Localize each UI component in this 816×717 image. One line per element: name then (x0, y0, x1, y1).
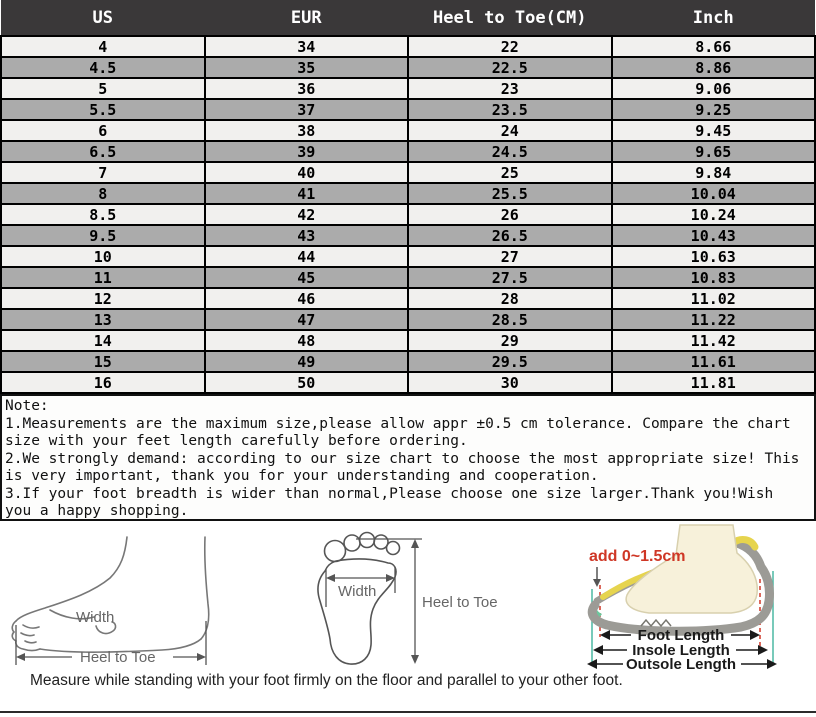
column-header-us: US (1, 0, 205, 36)
table-row (1, 162, 815, 183)
table-cell: 25 (408, 162, 612, 183)
table-cell: 9.84 (612, 162, 816, 183)
table-cell: 22.5 (408, 57, 612, 78)
table-cell: 50 (205, 372, 409, 393)
shoe-length-diagram (583, 523, 813, 693)
table-cell: 10.04 (612, 183, 816, 204)
table-cell: 9.45 (612, 120, 816, 141)
table-row (1, 225, 815, 246)
table-cell: 5 (1, 78, 205, 99)
table-row (1, 372, 815, 393)
side-width-label: Width (76, 609, 115, 626)
table-row (1, 288, 815, 309)
insole-length-label: Insole Length (632, 642, 730, 659)
table-row (1, 120, 815, 141)
note-lines (5, 416, 814, 521)
table-cell: 22 (408, 36, 612, 57)
table-cell: 11.81 (612, 372, 816, 393)
table-cell: 8.86 (612, 57, 816, 78)
table-cell: 14 (1, 330, 205, 351)
table-cell: 42 (205, 204, 409, 225)
table-row (1, 141, 815, 162)
table-row (1, 78, 815, 99)
table-cell: 37 (205, 99, 409, 120)
side-heel-to-toe-label: Heel to Toe (80, 649, 156, 666)
table-row (1, 330, 815, 351)
table-cell: 34 (205, 36, 409, 57)
add-tolerance-label: add 0~1.5cm (589, 548, 686, 565)
table-cell: 7 (1, 162, 205, 183)
size-table-body (1, 36, 815, 393)
table-cell: 11.61 (612, 351, 816, 372)
footprint-heel-to-toe-label: Heel to Toe (422, 594, 498, 611)
diagram-section (0, 521, 816, 717)
table-row (1, 204, 815, 225)
table-cell: 43 (205, 225, 409, 246)
table-cell: 28.5 (408, 309, 612, 330)
table-cell: 45 (205, 267, 409, 288)
table-cell: 10 (1, 246, 205, 267)
note-line: 1.Measurements are the maximum size,please allow appr ±0.5 cm tolerance. Compare the chart (5, 415, 791, 432)
table-row (1, 246, 815, 267)
table-cell: 13 (1, 309, 205, 330)
table-cell: 10.43 (612, 225, 816, 246)
table-cell: 48 (205, 330, 409, 351)
table-cell: 23.5 (408, 99, 612, 120)
table-row (1, 351, 815, 372)
table-cell: 47 (205, 309, 409, 330)
table-cell: 11 (1, 267, 205, 288)
table-cell: 11.42 (612, 330, 816, 351)
footprint-heel-to-toe-dimension (356, 539, 422, 664)
table-cell: 25.5 (408, 183, 612, 204)
table-cell: 27.5 (408, 267, 612, 288)
column-header-cm: Heel to Toe(CM) (408, 0, 612, 36)
note-line: size with your feet length carefully before ordering. (5, 433, 468, 449)
table-cell: 30 (408, 372, 612, 393)
table-cell: 27 (408, 246, 612, 267)
footprint-diagram (298, 527, 513, 692)
shoe-art (589, 525, 769, 631)
table-row (1, 267, 815, 288)
note-line: you a happy shopping. (5, 503, 189, 519)
table-row (1, 183, 815, 204)
foot-side-view-diagram (10, 533, 310, 678)
table-cell: 11.22 (612, 309, 816, 330)
table-cell: 29 (408, 330, 612, 351)
table-cell: 10.83 (612, 267, 816, 288)
table-cell: 6.5 (1, 141, 205, 162)
foot-side-outline (12, 537, 208, 652)
table-cell: 44 (205, 246, 409, 267)
note-line: is very important, thank you for your understanding and cooperation. (5, 468, 599, 484)
table-cell: 9.06 (612, 78, 816, 99)
table-cell: 49 (205, 351, 409, 372)
table-cell: 23 (408, 78, 612, 99)
table-cell: 9.65 (612, 141, 816, 162)
table-cell: 36 (205, 78, 409, 99)
table-cell: 46 (205, 288, 409, 309)
table-cell: 5.5 (1, 99, 205, 120)
table-cell: 12 (1, 288, 205, 309)
table-cell: 16 (1, 372, 205, 393)
table-cell: 39 (205, 141, 409, 162)
table-cell: 10.24 (612, 204, 816, 225)
bottom-divider (0, 711, 816, 713)
foot-length-label: Foot Length (637, 627, 725, 644)
table-cell: 28 (408, 288, 612, 309)
note-title: Note: (5, 398, 49, 414)
column-header-eur: EUR (205, 0, 409, 36)
table-cell: 4.5 (1, 57, 205, 78)
note-line: 2.We strongly demand: according to our size chart to choose the most appropriate size! This (5, 450, 800, 467)
note-box (0, 394, 816, 521)
table-row (1, 36, 815, 57)
table-cell: 8.5 (1, 204, 205, 225)
table-cell: 11.02 (612, 288, 816, 309)
table-cell: 8.66 (612, 36, 816, 57)
table-cell: 24 (408, 120, 612, 141)
table-cell: 26.5 (408, 225, 612, 246)
table-cell: 9.25 (612, 99, 816, 120)
table-cell: 26 (408, 204, 612, 225)
table-cell: 4 (1, 36, 205, 57)
table-header (1, 0, 815, 36)
column-header-inch: Inch (612, 0, 816, 36)
table-cell: 29.5 (408, 351, 612, 372)
table-cell: 38 (205, 120, 409, 141)
table-row (1, 309, 815, 330)
table-cell: 10.63 (612, 246, 816, 267)
table-cell: 8 (1, 183, 205, 204)
table-cell: 35 (205, 57, 409, 78)
footprint-width-label: Width (338, 583, 377, 600)
table-row (1, 99, 815, 120)
table-cell: 6 (1, 120, 205, 141)
table-cell: 24.5 (408, 141, 612, 162)
table-row (1, 57, 815, 78)
table-cell: 41 (205, 183, 409, 204)
measure-instruction: Measure while standing with your foot firmly on the floor and parallel to your other foot. (30, 672, 623, 689)
table-cell: 9.5 (1, 225, 205, 246)
table-cell: 15 (1, 351, 205, 372)
note-line: 3.If your foot breadth is wider than normal,Please choose one size larger.Thank you!Wish (5, 485, 774, 502)
table-cell: 40 (205, 162, 409, 183)
outsole-length-label: Outsole Length (626, 656, 736, 673)
